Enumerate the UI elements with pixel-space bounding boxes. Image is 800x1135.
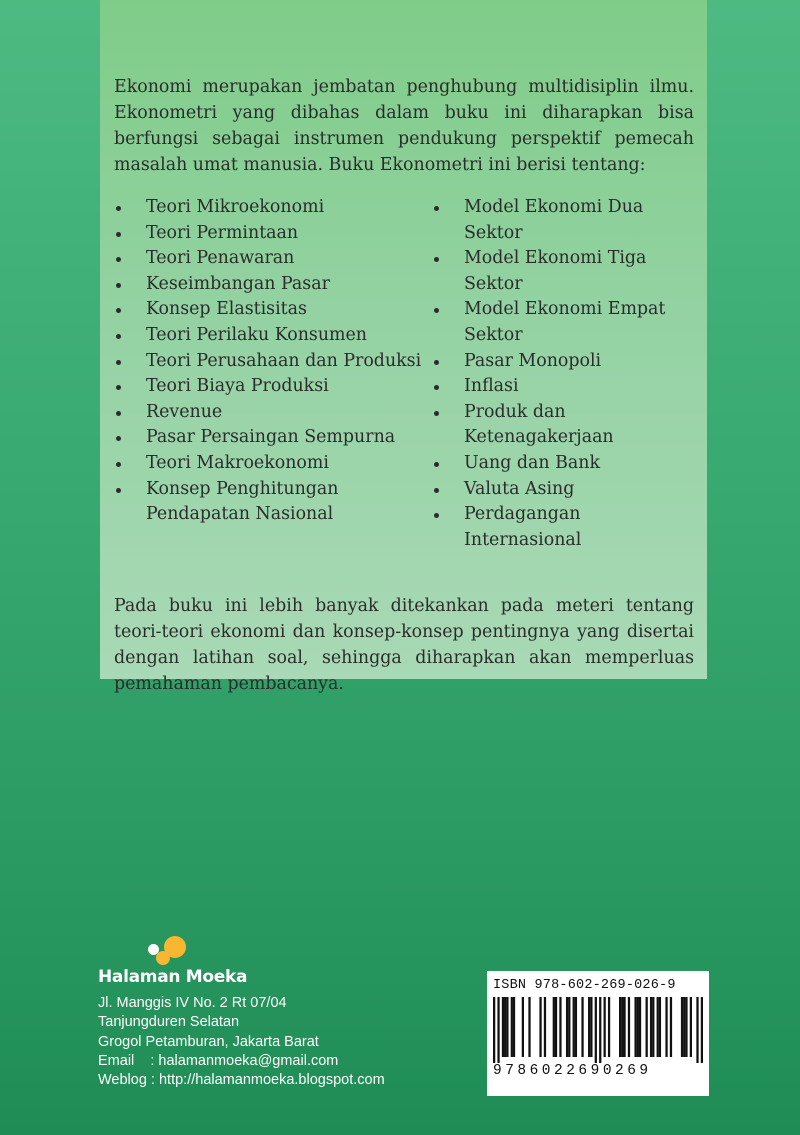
topic-item: Teori Perilaku Konsumen	[114, 323, 432, 349]
publisher-name: Halaman Moeka	[98, 967, 248, 987]
topic-item: Inflasi	[432, 374, 694, 400]
barcode-bar	[634, 997, 636, 1057]
barcode-bar	[575, 997, 577, 1057]
barcode-bar	[555, 997, 557, 1057]
topic-item: Produk dan Ketenagakerjaan	[432, 400, 694, 451]
logo-dot-icon	[156, 951, 170, 965]
barcode-bar	[608, 997, 610, 1057]
intro-paragraph: Ekonomi merupakan jembatan penghubung multidisiplin ilmu. Ekonometri yang dibahas dalam buku ini diharapkan bisa berfungsi sebagai instrumen pendukung perspektif pemecah masalah umat manusia. Buku Ekonometri ini berisi tentang:	[114, 77, 694, 175]
barcode-bar	[646, 997, 648, 1057]
topic-item: Model Ekonomi Dua Sektor	[432, 195, 694, 246]
barcode-bar	[568, 997, 570, 1057]
topic-item: Teori Permintaan	[114, 221, 432, 247]
barcode-bar	[588, 997, 590, 1057]
topic-item: Konsep Penghitungan Pendapatan Nasional	[114, 477, 432, 528]
topic-item: Teori Mikroekonomi	[114, 195, 432, 221]
barcode-bar	[696, 997, 698, 1063]
address-line: Jl. Manggis IV No. 2 Rt 07/04	[98, 995, 287, 1011]
topic-item: Teori Biaya Produksi	[114, 374, 432, 400]
email-line: Email : halamanmoeka@gmail.com	[98, 1052, 339, 1069]
barcode-bar	[665, 997, 667, 1057]
barcode-bar	[670, 997, 672, 1057]
publisher-block	[98, 934, 385, 1090]
topic-item: Model Ekonomi Tiga Sektor	[432, 246, 694, 297]
barcode-bar	[650, 997, 652, 1057]
weblog-line: Weblog : http://halamanmoeka.blogspot.com	[98, 1072, 385, 1089]
publisher-logo	[98, 934, 248, 992]
barcode-bar	[506, 997, 508, 1057]
barcode-bar	[573, 997, 575, 1057]
barcode-bar	[623, 997, 625, 1057]
barcode-bar	[659, 997, 661, 1057]
topics-lists	[114, 195, 694, 553]
description-panel	[100, 0, 707, 695]
topic-item: Perdagangan Internasional	[432, 502, 694, 553]
topic-item: Pasar Persaingan Sempurna	[114, 425, 432, 451]
barcode-bar	[502, 997, 504, 1057]
topics-list-right	[432, 195, 694, 553]
barcode-bar	[639, 997, 641, 1057]
topic-item: Teori Penawaran	[114, 246, 432, 272]
barcode-bar	[544, 997, 546, 1057]
isbn-digits: 9786022690269	[493, 1063, 652, 1079]
address-line: Grogol Petamburan, Jakarta Barat	[98, 1033, 319, 1050]
barcode-bar	[681, 997, 683, 1057]
barcode-bar	[497, 997, 499, 1063]
barcode-bar	[590, 997, 592, 1057]
barcode-bar	[599, 997, 601, 1063]
closing-paragraph: Pada buku ini lebih banyak ditekankan pada meteri tentang teori-teori ekonomi dan konsep-konsep pentingnya yang disertai dengan latihan soal, sehingga diharapkan akan memperluas pemahaman pembacanya.	[114, 596, 694, 695]
topics-list-left	[114, 195, 432, 553]
publisher-address	[98, 994, 385, 1090]
barcode-bar	[539, 997, 541, 1057]
barcode-bar	[619, 997, 621, 1057]
barcode-bar	[528, 997, 530, 1057]
barcode-bar	[683, 997, 685, 1057]
topic-item: Valuta Asing	[432, 477, 694, 503]
topic-item: Revenue	[114, 400, 432, 426]
address-line: Tanjungduren Selatan	[98, 1014, 240, 1031]
topic-item: Uang dan Bank	[432, 451, 694, 477]
barcode-bar	[701, 997, 703, 1063]
barcode-bar	[652, 997, 654, 1057]
topic-item: Pasar Monopoli	[432, 349, 694, 375]
barcode-bar	[690, 997, 692, 1057]
barcode-bar	[581, 997, 583, 1057]
barcode-icon	[493, 997, 703, 1063]
barcode-bar	[522, 997, 524, 1057]
barcode-bar	[604, 997, 606, 1057]
barcode-bar	[595, 997, 597, 1063]
barcode-bar	[493, 997, 495, 1063]
barcode-bar	[621, 997, 623, 1057]
barcode-bar	[559, 997, 561, 1057]
topic-item: Teori Makroekonomi	[114, 451, 432, 477]
barcode-bar	[657, 997, 659, 1057]
barcode-bar	[553, 997, 555, 1057]
barcode-bar	[637, 997, 639, 1057]
topic-item: Teori Perusahaan dan Produksi	[114, 349, 432, 375]
barcode-bar	[628, 997, 630, 1057]
topic-item: Keseimbangan Pasar	[114, 272, 432, 298]
barcode-bar	[566, 997, 568, 1057]
barcode-bar	[511, 997, 513, 1057]
barcode-bar	[504, 997, 506, 1057]
topic-item: Model Ekonomi Empat Sektor	[432, 297, 694, 348]
isbn-barcode-box	[487, 971, 709, 1096]
isbn-label: ISBN 978-602-269-026-9	[493, 978, 676, 993]
topic-item: Konsep Elastisitas	[114, 297, 432, 323]
logo-dot-icon	[148, 944, 159, 955]
barcode-bar	[685, 997, 687, 1057]
barcode-bar	[513, 997, 515, 1057]
